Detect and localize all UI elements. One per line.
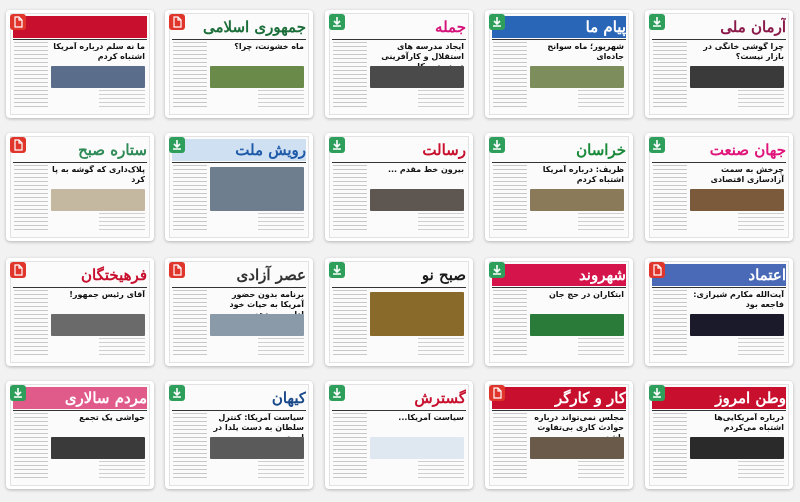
newspaper-front-page: [10, 261, 150, 363]
newspaper-card[interactable]: [645, 10, 793, 118]
newspaper-masthead: فرهیختگان: [81, 266, 147, 284]
newspaper-masthead: مردم سالاری: [64, 389, 147, 407]
front-page-photo: [690, 66, 784, 88]
text-column: [578, 213, 624, 233]
text-column: [418, 90, 464, 110]
front-page-photo: [370, 292, 464, 336]
newspaper-masthead: اعتماد: [748, 266, 786, 284]
newspaper-grid: [6, 10, 798, 496]
text-column: [99, 338, 145, 358]
newspaper-masthead: صبح نو: [421, 266, 466, 284]
masthead-rule: [172, 287, 306, 288]
masthead-rule: [652, 410, 786, 411]
newspaper-card[interactable]: [325, 10, 473, 118]
front-page-photo: [690, 437, 784, 459]
newspaper-front-page: [649, 13, 789, 115]
newspaper-front-page: [10, 136, 150, 238]
download-icon[interactable]: [10, 385, 26, 401]
newspaper-headline: شهریور؛ ماه سوانح جاده‌ای: [547, 42, 624, 61]
newspaper-masthead: کیهان: [271, 389, 306, 407]
newspaper-card[interactable]: [645, 381, 793, 489]
newspaper-headline: ابتکاران در حج جان: [548, 290, 624, 299]
newspaper-card[interactable]: [325, 381, 473, 489]
masthead-rule: [652, 162, 786, 163]
text-column: [738, 461, 784, 481]
masthead-rule: [332, 162, 466, 163]
newspaper-card[interactable]: [485, 133, 633, 241]
download-icon[interactable]: [649, 14, 665, 30]
newspaper-masthead: رسالت: [422, 141, 466, 159]
newspaper-front-page: [10, 384, 150, 486]
text-column: [14, 42, 48, 110]
pdf-icon[interactable]: [169, 14, 185, 30]
newspaper-masthead: جوان: [114, 18, 147, 36]
download-icon[interactable]: [489, 137, 505, 153]
text-column: [578, 461, 624, 481]
newspaper-masthead: آرمان ملی: [720, 18, 786, 36]
newspaper-headline: پلاک‌داری که گوشه به پا کرد: [52, 165, 145, 184]
text-column: [738, 90, 784, 110]
text-column: [173, 413, 207, 481]
download-icon[interactable]: [329, 262, 345, 278]
text-column: [418, 213, 464, 233]
front-page-photo: [210, 66, 304, 88]
newspaper-front-page: [489, 13, 629, 115]
front-page-photo: [51, 314, 145, 336]
text-column: [14, 290, 48, 358]
pdf-icon[interactable]: [489, 385, 505, 401]
newspaper-front-page: [329, 384, 469, 486]
text-column: [173, 42, 207, 110]
masthead-rule: [172, 39, 306, 40]
newspaper-masthead: عصر آزادی: [236, 266, 306, 284]
newspaper-headline: ماه خشونت، چرا؟: [234, 42, 304, 51]
text-column: [99, 90, 145, 110]
masthead-rule: [332, 39, 466, 40]
newspaper-front-page: [329, 136, 469, 238]
newspaper-headline: سیاست آمریکا...: [398, 413, 464, 422]
newspaper-front-page: [489, 261, 629, 363]
newspaper-card[interactable]: [6, 258, 154, 366]
newspaper-masthead: جمهوری اسلامی: [202, 18, 306, 36]
newspaper-headline: چرخش به سمت آزادسازی اقتصادی: [710, 165, 784, 184]
newspaper-masthead: جمله: [435, 18, 466, 36]
newspaper-headline: آیت‌الله مکارم شیرازی: فاجعه بود: [693, 290, 784, 309]
text-column: [333, 290, 367, 358]
masthead-rule: [13, 162, 147, 163]
pdf-icon[interactable]: [10, 137, 26, 153]
masthead-rule: [13, 287, 147, 288]
masthead-rule: [172, 410, 306, 411]
front-page-photo: [210, 167, 304, 211]
newspaper-card[interactable]: [6, 10, 154, 118]
text-column: [738, 338, 784, 358]
newspaper-card[interactable]: [165, 10, 313, 118]
text-column: [418, 461, 464, 481]
newspaper-headline: سیاست آمریکا: کنترل سلطان به دست یلدا در: [213, 413, 304, 432]
download-icon[interactable]: [489, 262, 505, 278]
newspaper-headline: درباره آمریکایی‌ها اشتباه می‌کردم: [714, 413, 784, 432]
text-column: [418, 338, 464, 358]
front-page-photo: [51, 437, 145, 459]
text-column: [493, 413, 527, 481]
text-column: [333, 413, 367, 481]
text-column: [738, 213, 784, 233]
text-column: [333, 42, 367, 110]
newspaper-masthead: خراسان: [576, 141, 626, 159]
newspaper-card[interactable]: [165, 258, 313, 366]
newspaper-card[interactable]: [325, 133, 473, 241]
masthead-rule: [492, 287, 626, 288]
newspaper-masthead: ستاره صبح: [78, 141, 147, 159]
newspaper-front-page: [10, 13, 150, 115]
download-icon[interactable]: [329, 385, 345, 401]
download-icon[interactable]: [169, 137, 185, 153]
newspaper-card[interactable]: [645, 258, 793, 366]
pdf-icon[interactable]: [649, 262, 665, 278]
pdf-icon[interactable]: [169, 262, 185, 278]
front-page-photo: [530, 189, 624, 211]
newspaper-headline: ما نه سلم درباره آمریکا اشتباه کردم: [53, 42, 145, 61]
masthead-rule: [492, 410, 626, 411]
masthead-rule: [492, 162, 626, 163]
front-page-photo: [51, 66, 145, 88]
front-page-photo: [370, 66, 464, 88]
text-column: [653, 290, 687, 358]
newspaper-card[interactable]: [325, 258, 473, 366]
newspaper-front-page: [489, 136, 629, 238]
download-icon[interactable]: [649, 385, 665, 401]
newspaper-masthead: جهان صنعت: [709, 141, 786, 159]
newspaper-masthead: کار و کارگر: [554, 389, 626, 407]
text-column: [578, 338, 624, 358]
newspaper-card[interactable]: [645, 133, 793, 241]
download-icon[interactable]: [649, 137, 665, 153]
text-column: [173, 290, 207, 358]
front-page-photo: [370, 189, 464, 211]
newspaper-masthead: وطن امروز: [715, 389, 786, 407]
newspaper-headline: برنامه بدون حضور آمریکا به حیات خود: [229, 290, 304, 309]
newspaper-masthead: پیام ما: [585, 18, 626, 36]
newspaper-headline: ظریف: درباره آمریکا اشتباه کردم: [542, 165, 624, 184]
masthead-rule: [492, 39, 626, 40]
newspaper-front-page: [169, 384, 309, 486]
newspaper-card[interactable]: [485, 258, 633, 366]
text-column: [258, 90, 304, 110]
download-icon[interactable]: [489, 14, 505, 30]
newspaper-front-page: [169, 136, 309, 238]
masthead-rule: [332, 287, 466, 288]
text-column: [653, 42, 687, 110]
text-column: [14, 165, 48, 233]
front-page-photo: [690, 189, 784, 211]
masthead-rule: [13, 39, 147, 40]
newspaper-headline: بیرون خط مقدم ...: [387, 165, 464, 174]
text-column: [493, 165, 527, 233]
front-page-photo: [530, 66, 624, 88]
newspaper-card[interactable]: [6, 133, 154, 241]
text-column: [173, 165, 207, 233]
text-column: [14, 413, 48, 481]
front-page-photo: [530, 314, 624, 336]
newspaper-front-page: [649, 384, 789, 486]
masthead-rule: [332, 410, 466, 411]
masthead-rule: [652, 287, 786, 288]
newspaper-card[interactable]: [485, 10, 633, 118]
text-column: [653, 165, 687, 233]
newspaper-headline: ایجاد مدرسه های استقلال و کارآفرینی: [381, 42, 464, 61]
newspaper-headline: مجلس نمی‌تواند درباره حوادث کاری بی‌تفاوت: [534, 413, 624, 432]
text-column: [653, 413, 687, 481]
newspaper-front-page: [489, 384, 629, 486]
front-page-photo: [210, 437, 304, 459]
front-page-photo: [530, 437, 624, 459]
newspaper-card[interactable]: [485, 381, 633, 489]
text-column: [333, 165, 367, 233]
newspaper-front-page: [649, 261, 789, 363]
text-column: [99, 461, 145, 481]
newspaper-headline: چرا گوشی خانگی در بازار نیست؟: [703, 42, 784, 61]
download-icon[interactable]: [169, 385, 185, 401]
newspaper-front-page: [329, 13, 469, 115]
newspaper-masthead: گسترش: [414, 389, 466, 407]
download-icon[interactable]: [329, 14, 345, 30]
newspaper-card[interactable]: [165, 133, 313, 241]
newspaper-card[interactable]: [165, 381, 313, 489]
newspaper-masthead: رویش ملت: [235, 141, 306, 159]
text-column: [578, 90, 624, 110]
text-column: [99, 213, 145, 233]
newspaper-front-page: [329, 261, 469, 363]
download-icon[interactable]: [329, 137, 345, 153]
newspaper-front-page: [169, 261, 309, 363]
masthead-rule: [652, 39, 786, 40]
text-column: [258, 213, 304, 233]
text-column: [258, 338, 304, 358]
newspaper-headline: حواشی یک تجمع: [79, 413, 145, 422]
newspaper-card[interactable]: [6, 381, 154, 489]
front-page-photo: [51, 189, 145, 211]
front-page-photo: [370, 437, 464, 459]
masthead-rule: [13, 410, 147, 411]
newspaper-front-page: [169, 13, 309, 115]
text-column: [493, 42, 527, 110]
text-column: [493, 290, 527, 358]
front-page-photo: [690, 314, 784, 336]
newspaper-masthead: شهروند: [578, 266, 626, 284]
pdf-icon[interactable]: [10, 14, 26, 30]
front-page-photo: [210, 314, 304, 336]
newspaper-front-page: [649, 136, 789, 238]
text-column: [258, 461, 304, 481]
newspaper-headline: آقای رئیس جمهور!: [69, 290, 145, 299]
masthead-rule: [172, 162, 306, 163]
pdf-icon[interactable]: [10, 262, 26, 278]
